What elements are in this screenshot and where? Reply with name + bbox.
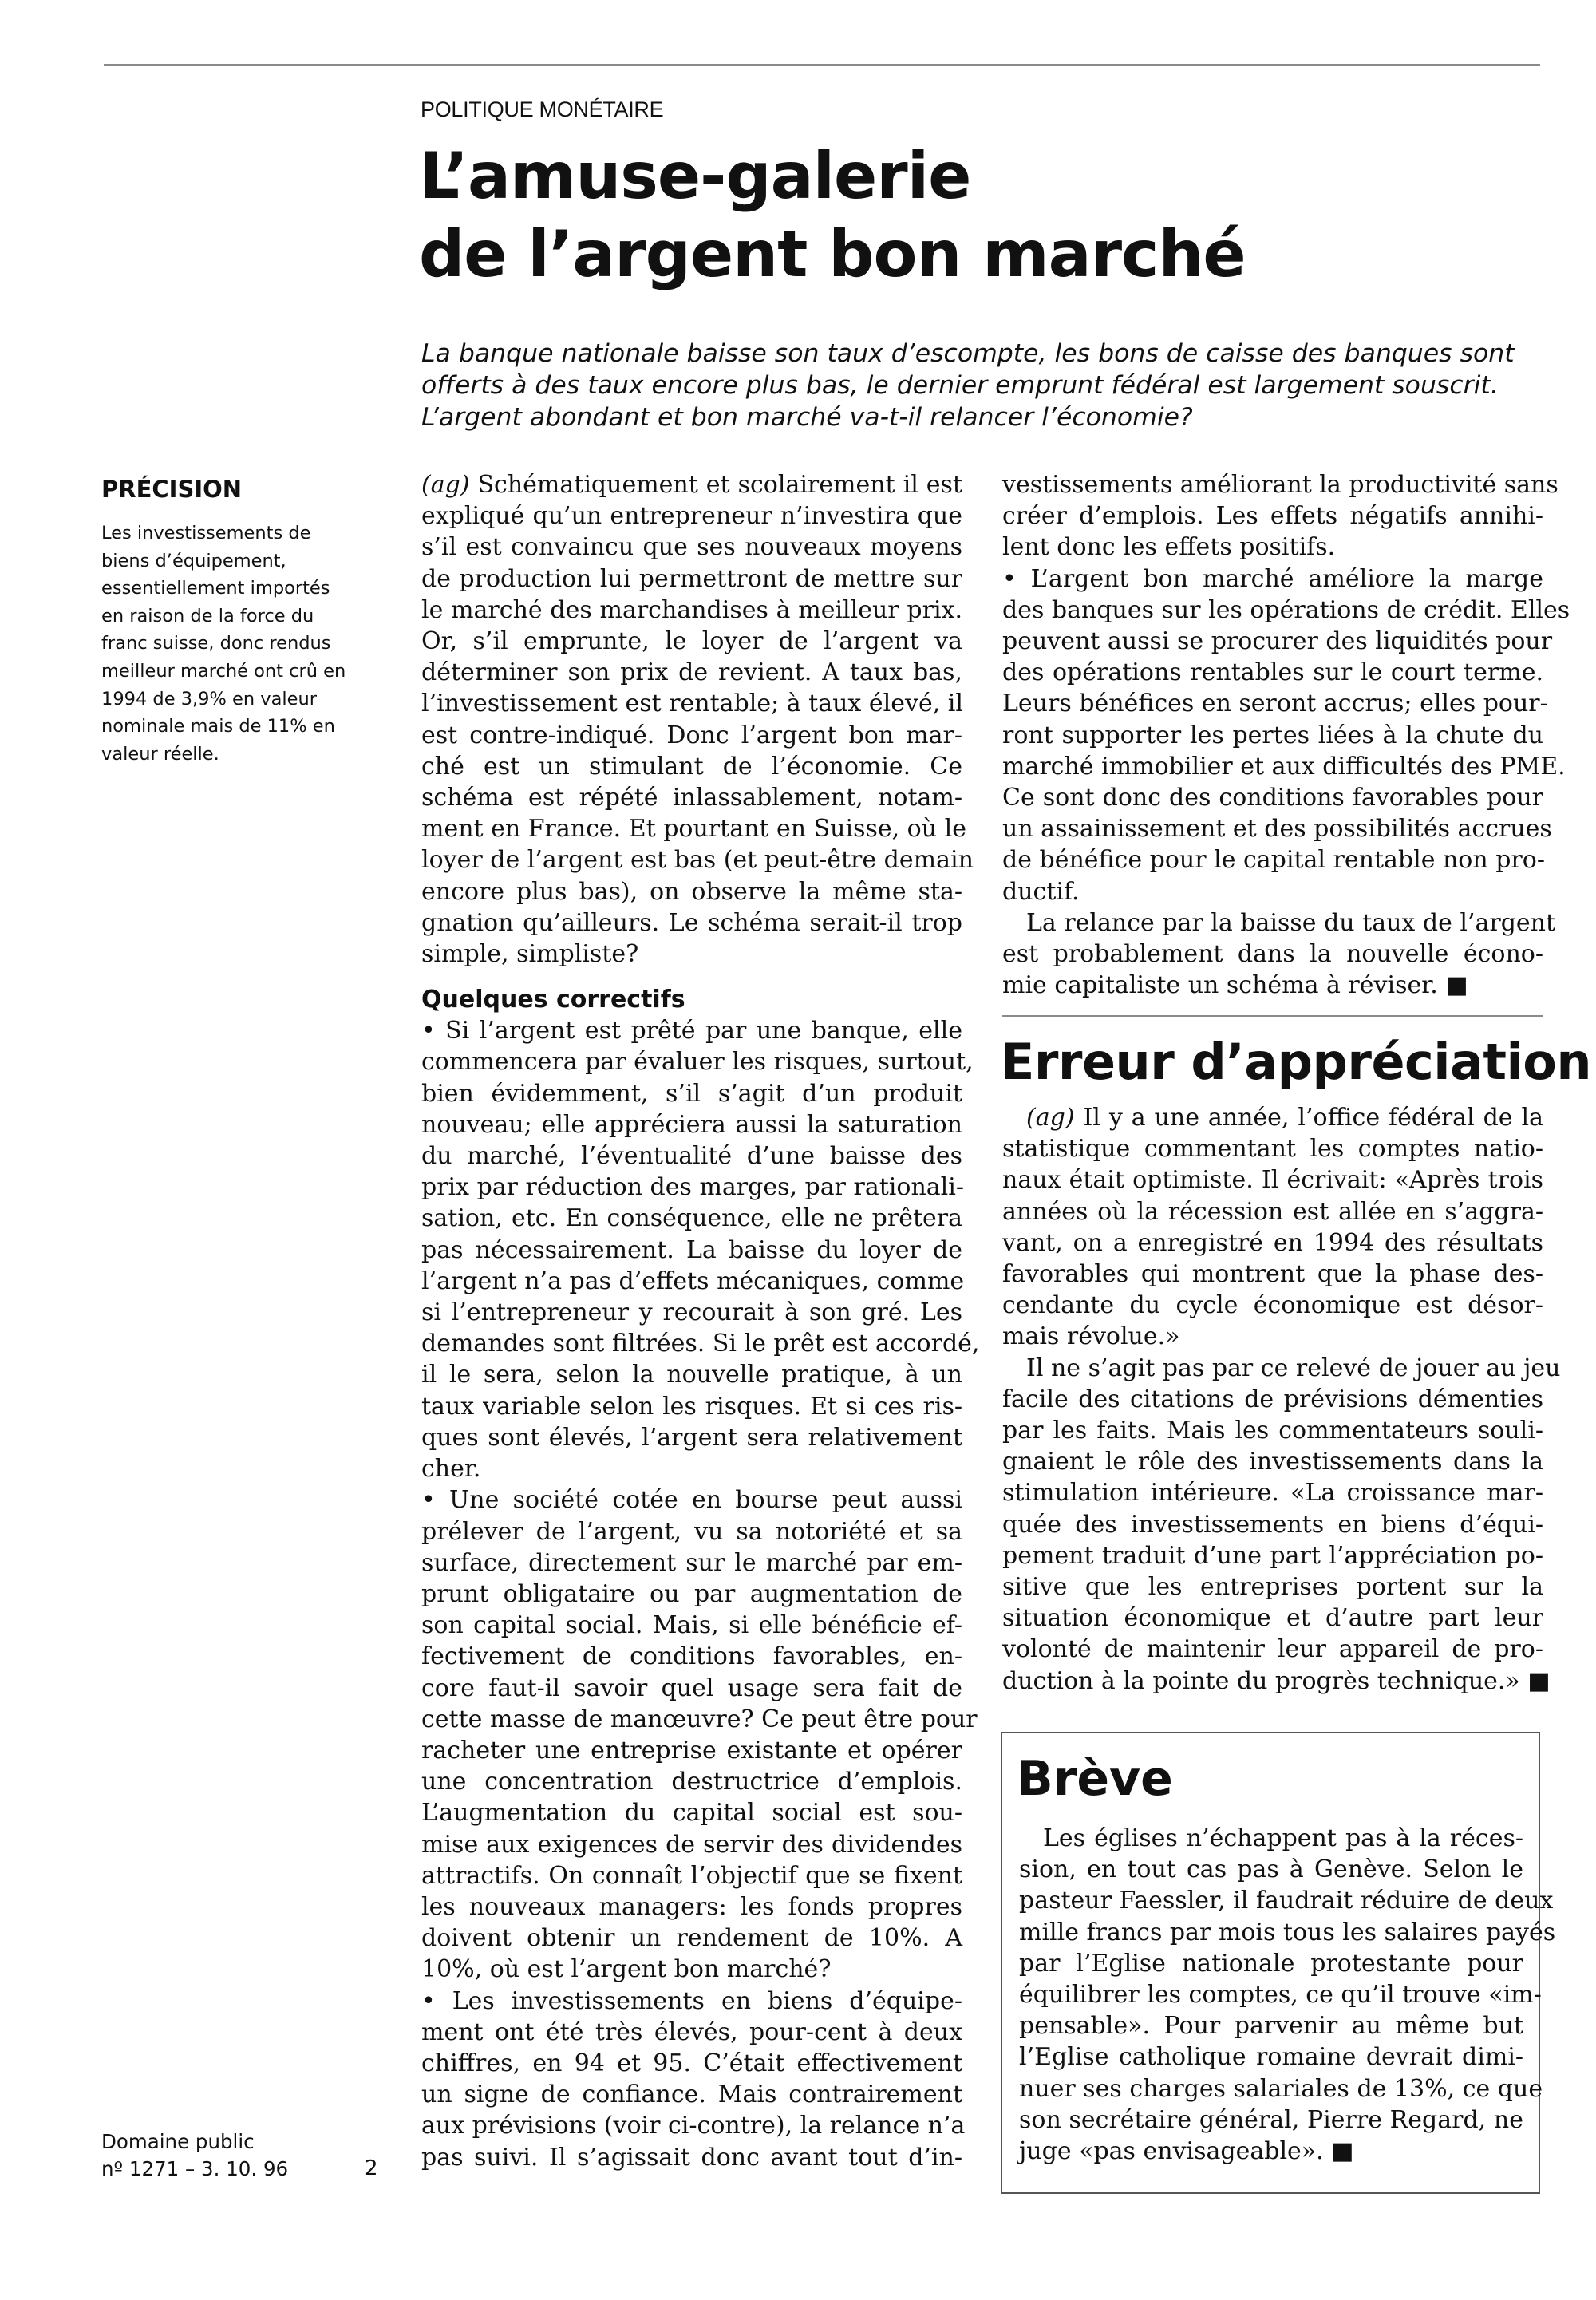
publication-name: Domaine public [101,2130,255,2153]
article-line: core faut-il savoir quel usage sera fait de [421,1674,962,1702]
breve-line: pensable». Pour parvenir au même but [1019,2012,1523,2041]
article-line: gnaient le rôle des investissements dans la [1002,1448,1543,1476]
article-line: mie capitaliste un schéma à réviser. ■ [1002,971,1468,1000]
breve-line: équilibrer les comptes, ce qu’il trouve «im- [1019,1981,1542,2010]
article-left-column [421,469,980,2173]
article-line: de bénéfice pour le capital rentable non pro- [1002,846,1545,875]
article-line: vestissements améliorant la productivité sans [1002,471,1558,499]
article-line: de production lui permettront de mettre sur [421,564,962,593]
article-line: situation économique et d’autre part leur [1002,1604,1543,1633]
article-line: naux était optimiste. Il écrivait: «Après trois [1002,1166,1543,1195]
article-line: par les faits. Mais les commentateurs souli- [1002,1417,1543,1445]
headline-line: L’amuse-galerie [419,139,971,213]
article-line: est probablement dans la nouvelle écono- [1002,940,1543,969]
article-line: facile des citations de prévisions démenties [1002,1385,1543,1413]
article-line: si l’entrepreneur y recourait à son gré. Les [421,1298,962,1327]
article-line: du marché, l’éventualité d’une baisse des [421,1142,962,1171]
sidebar-line: Les investissements de [101,523,311,543]
breve-title: Brève [1017,1751,1173,1807]
lede-line: La banque nationale baisse son taux d’escompte, les bons de caisse des banques sont [421,339,1515,368]
article-line: prix par réduction des marges, par rationali- [421,1173,964,1202]
article-line: vant, on a enregistré en 1994 des résultats [1002,1228,1543,1257]
breve-line: juge «pas envisageable». ■ [1019,2137,1354,2166]
article-line: taux variable selon les risques. Et si ces ris- [421,1392,962,1421]
breve-line: par l’Eglise nationale protestante pour [1019,1949,1523,1978]
headline-line: de l’argent bon marché [419,217,1246,291]
article-line: l’argent n’a pas d’effets mécaniques, comme [421,1267,965,1295]
second-article-title: Erreur d’appréciation [1001,1033,1591,1091]
article-line: simple, simpliste? [421,940,639,969]
lede [421,338,1543,433]
sidebar-line: valeur réelle. [101,743,219,765]
article-line: • Une société cotée en bourse peut aussi [421,1486,962,1515]
article-line: encore plus bas), on observe la même sta- [421,877,962,906]
footer-publication [101,2128,288,2183]
article-line: des banques sur les opérations de crédit. Elles [1002,595,1570,624]
article-line: aux prévisions (voir ci-contre), la relance n’a [421,2112,966,2140]
breve-line: nuer ses charges salariales de 13%, ce que [1019,2074,1543,2103]
article-line: pas nécessairement. La baisse du loyer de [421,1235,962,1264]
section-divider [1002,1015,1543,1017]
article-line: lent donc les effets positifs. [1002,533,1336,562]
breve-body [1019,1823,1556,2167]
lede-line: offerts à des taux encore plus bas, le dernier emprunt fédéral est largement souscrit. [421,371,1499,400]
sidebar-line: 1994 de 3,9% en valeur [101,688,317,709]
article-line: des opérations rentables sur le court terme. [1002,658,1543,687]
breve-line: mille francs par mois tous les salaires payés [1019,1918,1556,1946]
article-line: ché est un stimulant de l’économie. Ce [421,752,962,780]
sidebar-title: PRÉCISION [101,476,243,503]
article-line [1002,1102,1543,1133]
article-line-text: Il y a une année, l’office fédéral de la [1074,1104,1543,1132]
breve-line: son secrétaire général, Pierre Regard, ne [1019,2105,1523,2134]
article-line: sitive que les entreprises portent sur la [1002,1573,1543,1602]
article-line: surface, directement sur le marché par em- [421,1548,962,1577]
breve-line: sion, en tout cas pas à Genève. Selon le [1019,1855,1523,1884]
article-line: • Si l’argent est prêté par une banque, elle [421,1017,962,1045]
author-tag: (ag) [1026,1104,1075,1132]
article-line: commencera par évaluer les risques, surtout, [421,1048,974,1077]
article-line: stimulation intérieure. «La croissance mar- [1002,1479,1543,1508]
article-line: un assainissement et des possibilités accrues [1002,815,1552,844]
sidebar-line: franc suisse, donc rendus [101,633,331,654]
article-line: chiffres, en 94 et 95. C’était effectivement [421,2049,962,2077]
article-line: Leurs bénéfices en seront accrus; elles pour- [1002,690,1548,718]
article-line: schéma est répété inlassablement, notam- [421,784,962,812]
article-line: déterminer son prix de revient. A taux bas, [421,658,962,687]
article-line: ment ont été très élevés, pour-cent à deux [421,2017,962,2046]
top-rule [104,64,1540,66]
article-line: L’augmentation du capital social est sou- [421,1799,962,1828]
article-line: prélever de l’argent, vu sa notoriété et sa [421,1517,962,1546]
issue-number: nº 1271 – 3. 10. 96 [101,2157,289,2180]
article-line: ques sont élevés, l’argent sera relativement [421,1423,962,1452]
article-right-column [1002,469,1570,1001]
article-line: expliqué qu’un entrepreneur n’investira que [421,502,962,531]
section-label: POLITIQUE MONÉTAIRE [421,97,664,121]
article-line: est contre-indiqué. Donc l’argent bon mar- [421,721,962,749]
article-line: loyer de l’argent est bas (et peut-être demain [421,846,974,875]
article-line: Or, s’il emprunte, le loyer de l’argent va [421,627,962,656]
article-line: nouveau; elle appréciera aussi la saturation [421,1110,962,1139]
article-line: créer d’emplois. Les effets négatifs annihi- [1002,502,1543,531]
article-line: Ce sont donc des conditions favorables pour [1002,784,1543,812]
article-line: prunt obligataire ou par augmentation de [421,1579,962,1608]
sidebar-line: en raison de la force du [101,605,314,626]
sidebar-line: nominale mais de 11% en [101,716,335,737]
article-line: demandes sont filtrées. Si le prêt est accordé, [421,1330,980,1358]
breve-line: pasteur Faessler, il faudrait réduire de deux [1019,1887,1554,1915]
article-line: statistique commentant les comptes natio- [1002,1135,1543,1164]
sidebar-line: meilleur marché ont crû en [101,660,346,682]
article-line: une concentration destructrice d’emplois. [421,1768,962,1796]
sidebar-body [101,520,389,768]
second-article-body [1002,1102,1561,1697]
article-line: s’il est convaincu que ses nouveaux moyens [421,533,962,562]
article-line: l’investissement est rentable; à taux élevé, il [421,690,963,718]
article-line: peuvent aussi se procurer des liquidités pour [1002,627,1553,656]
article-line: attractifs. On connaît l’objectif que se fixent [421,1861,962,1890]
breve-line: l’Eglise catholique romaine devrait dimi- [1019,2043,1523,2072]
article-line: pement traduit d’une part l’appréciation po- [1002,1541,1543,1570]
breve-line: Les églises n’échappent pas à la réces- [1043,1824,1523,1852]
headline [419,137,1520,294]
article-line: cher. [421,1455,481,1484]
article-line: un signe de confiance. Mais contrairement [421,2081,962,2109]
article-line: mise aux exigences de servir des dividendes [421,1830,962,1859]
article-line: gnation qu’ailleurs. Le schéma serait-il trop [421,908,962,937]
article-line: son capital social. Mais, si elle bénéficie ef- [421,1611,962,1640]
article-line: marché immobilier et aux difficultés des PME. [1002,752,1566,780]
article-subhead: Quelques correctifs [421,986,685,1014]
article-line: sation, etc. En conséquence, elle ne prêtera [421,1204,962,1233]
article-line: ront supporter les pertes liées à la chute du [1002,721,1543,749]
article-line: • Les investissements en biens d’équipe- [421,1986,962,2015]
article-line: pas suivi. Il s’agissait donc avant tout d’in- [421,2143,962,2172]
article-line: 10%, où est l’argent bon marché? [421,1955,832,1984]
article-line: ductif. [1002,877,1080,906]
sidebar-line: essentiellement importés [101,578,330,599]
article-line: • L’argent bon marché améliore la marge [1002,564,1543,593]
article-line: Il ne s’agit pas par ce relevé de jouer au jeu [1026,1354,1561,1382]
sidebar-line: biens d’équipement, [101,550,286,571]
article-line: mais révolue.» [1002,1322,1180,1351]
article-line: les nouveaux managers: les fonds propres [421,1892,962,1921]
article-line: années où la récession est allée en s’aggra- [1002,1197,1543,1226]
article-line: duction à la pointe du progrès technique.» ■ [1002,1666,1551,1695]
article-line-text: Schématiquement et scolairement il est [469,471,962,499]
article-line: La relance par la baisse du taux de l’argent [1026,908,1556,937]
article-line: cette masse de manœuvre? Ce peut être pour [421,1705,978,1733]
article-line: favorables qui montrent que la phase des- [1002,1260,1543,1289]
article-line [421,469,962,500]
article-line: bien évidemment, s’il s’agit d’un produit [421,1079,962,1108]
article-line: cendante du cycle économique est désor- [1002,1291,1543,1320]
article-line: racheter une entreprise existante et opérer [421,1736,962,1765]
article-line: ment en France. Et pourtant en Suisse, où le [421,815,966,844]
page-number: 2 [365,2156,378,2180]
lede-line: L’argent abondant et bon marché va-t-il relancer l’économie? [421,403,1193,432]
article-line: quée des investissements en biens d’équi- [1002,1510,1543,1539]
article-line: fectivement de conditions favorables, en- [421,1642,962,1671]
article-line: doivent obtenir un rendement de 10%. A [421,1924,962,1953]
author-tag: (ag) [421,471,470,499]
article-line: volonté de maintenir leur appareil de pro- [1002,1635,1543,1664]
article-line: le marché des marchandises à meilleur prix. [421,595,962,624]
article-line: il le sera, selon la nouvelle pratique, à un [421,1361,962,1389]
